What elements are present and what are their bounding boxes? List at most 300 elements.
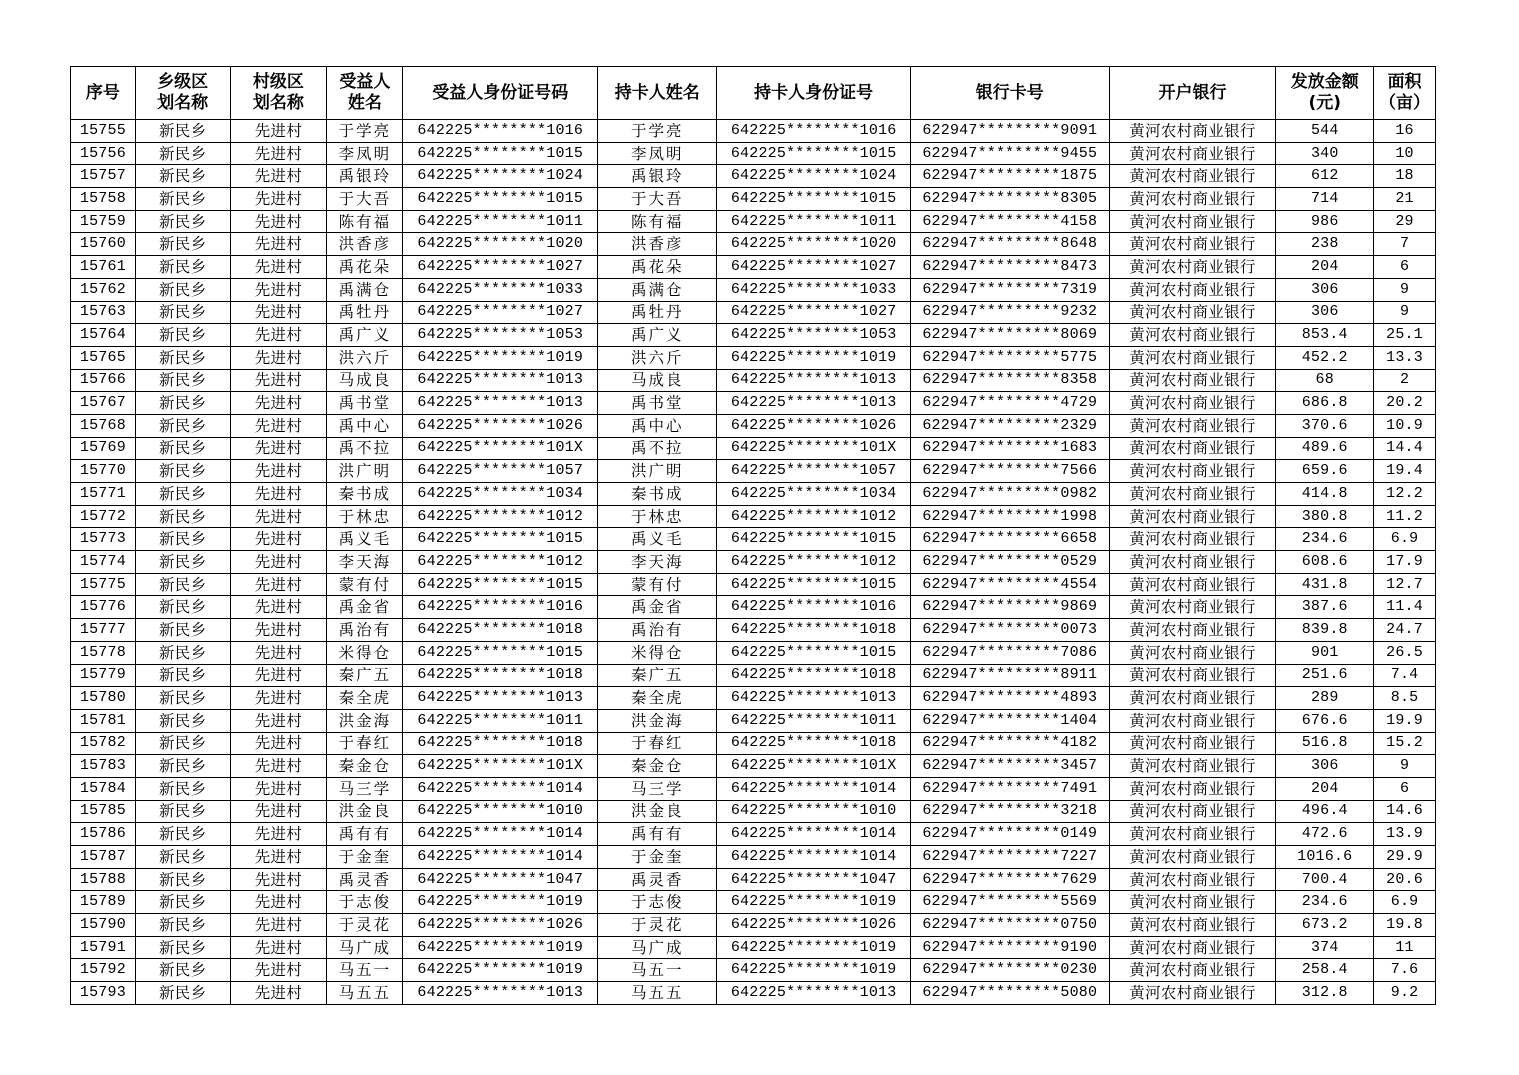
bank-cell: 黄河农村商业银行 (1109, 959, 1276, 982)
township-cell: 新民乡 (135, 664, 230, 687)
beneficiary-name-cell: 于灵花 (327, 914, 403, 937)
beneficiary-name-cell: 禹广义 (327, 324, 403, 347)
amount-cell: 673.2 (1276, 914, 1374, 937)
cardholder-name-cell: 禹治有 (598, 619, 717, 642)
cardholder-id-cell: 642225********1015 (717, 142, 911, 165)
beneficiary-id-cell: 642225********1013 (403, 687, 598, 710)
table-row (71, 233, 1436, 256)
village-cell: 先进村 (230, 301, 327, 324)
cardholder-name-cell: 洪广明 (598, 460, 717, 483)
beneficiary-name-cell: 于大吾 (327, 188, 403, 211)
area-cell: 20.6 (1374, 868, 1436, 891)
bank-card-cell: 622947*********9869 (910, 596, 1109, 619)
serial-cell: 15779 (71, 664, 136, 687)
table-row (71, 460, 1436, 483)
township-cell: 新民乡 (135, 755, 230, 778)
table-row (71, 959, 1436, 982)
serial-cell: 15764 (71, 324, 136, 347)
bank-cell: 黄河农村商业银行 (1109, 233, 1276, 256)
village-cell: 先进村 (230, 324, 327, 347)
bank-cell: 黄河农村商业银行 (1109, 392, 1276, 415)
serial-cell: 15758 (71, 188, 136, 211)
beneficiary-id-cell: 642225********1057 (403, 460, 598, 483)
serial-cell: 15763 (71, 301, 136, 324)
serial-cell: 15769 (71, 437, 136, 460)
serial-cell: 15776 (71, 596, 136, 619)
area-cell: 10 (1374, 142, 1436, 165)
village-cell: 先进村 (230, 551, 327, 574)
serial-cell: 15766 (71, 369, 136, 392)
serial-cell: 15778 (71, 641, 136, 664)
bank-card-cell: 622947*********1998 (910, 505, 1109, 528)
table-row (71, 777, 1436, 800)
beneficiary-name-cell: 禹满仓 (327, 278, 403, 301)
township-cell: 新民乡 (135, 551, 230, 574)
cardholder-id-cell: 642225********1033 (717, 278, 911, 301)
beneficiary-name-cell: 洪广明 (327, 460, 403, 483)
cardholder-name-cell: 于大吾 (598, 188, 717, 211)
beneficiary-name-cell: 于金奎 (327, 846, 403, 869)
cardholder-id-cell: 642225********1024 (717, 165, 911, 188)
village-cell: 先进村 (230, 256, 327, 279)
col-header-serial: 序号 (71, 67, 136, 120)
village-cell: 先进村 (230, 369, 327, 392)
col-header-bank-card: 银行卡号 (910, 67, 1109, 120)
serial-cell: 15755 (71, 120, 136, 143)
area-cell: 19.8 (1374, 914, 1436, 937)
area-cell: 14.4 (1374, 437, 1436, 460)
table-row (71, 687, 1436, 710)
bank-card-cell: 622947*********9190 (910, 936, 1109, 959)
bank-cell: 黄河农村商业银行 (1109, 732, 1276, 755)
bank-card-cell: 622947*********1404 (910, 709, 1109, 732)
bank-cell: 黄河农村商业银行 (1109, 483, 1276, 506)
serial-cell: 15781 (71, 709, 136, 732)
cardholder-id-cell: 642225********1016 (717, 596, 911, 619)
cardholder-id-cell: 642225********1013 (717, 687, 911, 710)
beneficiary-id-cell: 642225********1011 (403, 709, 598, 732)
bank-card-cell: 622947*********4182 (910, 732, 1109, 755)
bank-cell: 黄河农村商业银行 (1109, 210, 1276, 233)
serial-cell: 15775 (71, 573, 136, 596)
bank-card-cell: 622947*********1875 (910, 165, 1109, 188)
area-cell: 15.2 (1374, 732, 1436, 755)
bank-cell: 黄河农村商业银行 (1109, 777, 1276, 800)
bank-card-cell: 622947*********0982 (910, 483, 1109, 506)
area-cell: 13.3 (1374, 346, 1436, 369)
area-cell: 6.9 (1374, 528, 1436, 551)
bank-cell: 黄河农村商业银行 (1109, 709, 1276, 732)
amount-cell: 414.8 (1276, 483, 1374, 506)
bank-card-cell: 622947*********7319 (910, 278, 1109, 301)
bank-card-cell: 622947*********8911 (910, 664, 1109, 687)
cardholder-name-cell: 马广成 (598, 936, 717, 959)
amount-cell: 714 (1276, 188, 1374, 211)
area-cell: 9.2 (1374, 982, 1436, 1005)
amount-cell: 204 (1276, 256, 1374, 279)
bank-cell: 黄河农村商业银行 (1109, 664, 1276, 687)
village-cell: 先进村 (230, 687, 327, 710)
township-cell: 新民乡 (135, 709, 230, 732)
township-cell: 新民乡 (135, 278, 230, 301)
beneficiary-id-cell: 642225********1015 (403, 188, 598, 211)
cardholder-name-cell: 马成良 (598, 369, 717, 392)
table-row (71, 868, 1436, 891)
area-cell: 19.4 (1374, 460, 1436, 483)
cardholder-name-cell: 秦广五 (598, 664, 717, 687)
bank-cell: 黄河农村商业银行 (1109, 641, 1276, 664)
beneficiary-id-cell: 642225********1053 (403, 324, 598, 347)
beneficiary-name-cell: 于志俊 (327, 891, 403, 914)
bank-card-cell: 622947*********0149 (910, 823, 1109, 846)
beneficiary-id-cell: 642225********1013 (403, 982, 598, 1005)
bank-cell: 黄河农村商业银行 (1109, 369, 1276, 392)
beneficiary-id-cell: 642225********1016 (403, 596, 598, 619)
serial-cell: 15770 (71, 460, 136, 483)
village-cell: 先进村 (230, 755, 327, 778)
township-cell: 新民乡 (135, 732, 230, 755)
area-cell: 26.5 (1374, 641, 1436, 664)
area-cell: 29 (1374, 210, 1436, 233)
table-row (71, 120, 1436, 143)
cardholder-name-cell: 于林忠 (598, 505, 717, 528)
township-cell: 新民乡 (135, 324, 230, 347)
bank-card-cell: 622947*********2329 (910, 414, 1109, 437)
beneficiary-id-cell: 642225********1013 (403, 369, 598, 392)
amount-cell: 234.6 (1276, 528, 1374, 551)
col-header-area: 面积 （亩） (1374, 67, 1436, 120)
amount-cell: 516.8 (1276, 732, 1374, 755)
beneficiary-id-cell: 642225********1026 (403, 914, 598, 937)
township-cell: 新民乡 (135, 188, 230, 211)
township-cell: 新民乡 (135, 210, 230, 233)
bank-card-cell: 622947*********7491 (910, 777, 1109, 800)
bank-cell: 黄河农村商业银行 (1109, 301, 1276, 324)
serial-cell: 15773 (71, 528, 136, 551)
serial-cell: 15771 (71, 483, 136, 506)
bank-cell: 黄河农村商业银行 (1109, 846, 1276, 869)
cardholder-id-cell: 642225********101X (717, 755, 911, 778)
cardholder-id-cell: 642225********1016 (717, 120, 911, 143)
table-row (71, 278, 1436, 301)
table-row (71, 551, 1436, 574)
village-cell: 先进村 (230, 641, 327, 664)
cardholder-id-cell: 642225********1047 (717, 868, 911, 891)
amount-cell: 839.8 (1276, 619, 1374, 642)
bank-card-cell: 622947*********0073 (910, 619, 1109, 642)
serial-cell: 15787 (71, 846, 136, 869)
bank-card-cell: 622947*********8358 (910, 369, 1109, 392)
bank-cell: 黄河农村商业银行 (1109, 982, 1276, 1005)
area-cell: 14.6 (1374, 800, 1436, 823)
beneficiary-name-cell: 秦金仓 (327, 755, 403, 778)
amount-cell: 608.6 (1276, 551, 1374, 574)
township-cell: 新民乡 (135, 641, 230, 664)
area-cell: 9 (1374, 301, 1436, 324)
bank-card-cell: 622947*********8473 (910, 256, 1109, 279)
amount-cell: 901 (1276, 641, 1374, 664)
cardholder-name-cell: 于金奎 (598, 846, 717, 869)
bank-card-cell: 622947*********9091 (910, 120, 1109, 143)
area-cell: 6.9 (1374, 891, 1436, 914)
table-row (71, 641, 1436, 664)
table-row (71, 505, 1436, 528)
beneficiary-name-cell: 洪六斤 (327, 346, 403, 369)
bank-cell: 黄河农村商业银行 (1109, 414, 1276, 437)
village-cell: 先进村 (230, 982, 327, 1005)
area-cell: 2 (1374, 369, 1436, 392)
area-cell: 8.5 (1374, 687, 1436, 710)
village-cell: 先进村 (230, 664, 327, 687)
cardholder-name-cell: 禹满仓 (598, 278, 717, 301)
area-cell: 11.4 (1374, 596, 1436, 619)
beneficiary-name-cell: 禹花朵 (327, 256, 403, 279)
table-row (71, 324, 1436, 347)
serial-cell: 15793 (71, 982, 136, 1005)
table-header (71, 67, 1436, 120)
beneficiary-id-cell: 642225********1013 (403, 392, 598, 415)
village-cell: 先进村 (230, 437, 327, 460)
cardholder-name-cell: 禹金省 (598, 596, 717, 619)
bank-cell: 黄河农村商业银行 (1109, 596, 1276, 619)
serial-cell: 15774 (71, 551, 136, 574)
township-cell: 新民乡 (135, 846, 230, 869)
cardholder-name-cell: 陈有福 (598, 210, 717, 233)
subsidy-table (70, 66, 1436, 1005)
bank-card-cell: 622947*********6658 (910, 528, 1109, 551)
bank-card-cell: 622947*********0529 (910, 551, 1109, 574)
cardholder-name-cell: 洪金海 (598, 709, 717, 732)
bank-card-cell: 622947*********7629 (910, 868, 1109, 891)
township-cell: 新民乡 (135, 891, 230, 914)
bank-cell: 黄河农村商业银行 (1109, 120, 1276, 143)
beneficiary-id-cell: 642225********1018 (403, 664, 598, 687)
amount-cell: 374 (1276, 936, 1374, 959)
serial-cell: 15782 (71, 732, 136, 755)
village-cell: 先进村 (230, 278, 327, 301)
cardholder-name-cell: 马五一 (598, 959, 717, 982)
amount-cell: 544 (1276, 120, 1374, 143)
beneficiary-name-cell: 马广成 (327, 936, 403, 959)
table-row (71, 891, 1436, 914)
cardholder-id-cell: 642225********1053 (717, 324, 911, 347)
beneficiary-id-cell: 642225********1019 (403, 936, 598, 959)
cardholder-name-cell: 秦金仓 (598, 755, 717, 778)
bank-cell: 黄河农村商业银行 (1109, 823, 1276, 846)
beneficiary-name-cell: 禹中心 (327, 414, 403, 437)
bank-card-cell: 622947*********7566 (910, 460, 1109, 483)
beneficiary-name-cell: 于学亮 (327, 120, 403, 143)
village-cell: 先进村 (230, 846, 327, 869)
cardholder-name-cell: 马三学 (598, 777, 717, 800)
beneficiary-id-cell: 642225********1016 (403, 120, 598, 143)
cardholder-id-cell: 642225********1015 (717, 528, 911, 551)
serial-cell: 15792 (71, 959, 136, 982)
table-row (71, 619, 1436, 642)
amount-cell: 853.4 (1276, 324, 1374, 347)
beneficiary-id-cell: 642225********1019 (403, 891, 598, 914)
table-row (71, 346, 1436, 369)
cardholder-name-cell: 禹有有 (598, 823, 717, 846)
township-cell: 新民乡 (135, 301, 230, 324)
beneficiary-name-cell: 禹金省 (327, 596, 403, 619)
beneficiary-id-cell: 642225********1015 (403, 573, 598, 596)
amount-cell: 340 (1276, 142, 1374, 165)
beneficiary-id-cell: 642225********1014 (403, 777, 598, 800)
bank-card-cell: 622947*********8305 (910, 188, 1109, 211)
village-cell: 先进村 (230, 505, 327, 528)
col-header-bank: 开户银行 (1109, 67, 1276, 120)
table-row (71, 732, 1436, 755)
amount-cell: 676.6 (1276, 709, 1374, 732)
cardholder-id-cell: 642225********1027 (717, 301, 911, 324)
table-row (71, 573, 1436, 596)
township-cell: 新民乡 (135, 165, 230, 188)
amount-cell: 68 (1276, 369, 1374, 392)
township-cell: 新民乡 (135, 346, 230, 369)
beneficiary-id-cell: 642225********1011 (403, 210, 598, 233)
table-row (71, 301, 1436, 324)
amount-cell: 204 (1276, 777, 1374, 800)
serial-cell: 15772 (71, 505, 136, 528)
township-cell: 新民乡 (135, 936, 230, 959)
beneficiary-name-cell: 禹灵香 (327, 868, 403, 891)
table-row (71, 982, 1436, 1005)
township-cell: 新民乡 (135, 437, 230, 460)
bank-cell: 黄河农村商业银行 (1109, 256, 1276, 279)
township-cell: 新民乡 (135, 800, 230, 823)
amount-cell: 289 (1276, 687, 1374, 710)
township-cell: 新民乡 (135, 868, 230, 891)
bank-cell: 黄河农村商业银行 (1109, 914, 1276, 937)
area-cell: 25.1 (1374, 324, 1436, 347)
bank-cell: 黄河农村商业银行 (1109, 278, 1276, 301)
bank-cell: 黄河农村商业银行 (1109, 142, 1276, 165)
beneficiary-id-cell: 642225********1019 (403, 959, 598, 982)
beneficiary-name-cell: 于春红 (327, 732, 403, 755)
table-row (71, 142, 1436, 165)
beneficiary-name-cell: 于林忠 (327, 505, 403, 528)
cardholder-name-cell: 米得仓 (598, 641, 717, 664)
cardholder-id-cell: 642225********1011 (717, 210, 911, 233)
beneficiary-id-cell: 642225********1027 (403, 301, 598, 324)
township-cell: 新民乡 (135, 392, 230, 415)
amount-cell: 251.6 (1276, 664, 1374, 687)
cardholder-id-cell: 642225********1026 (717, 914, 911, 937)
area-cell: 9 (1374, 755, 1436, 778)
beneficiary-id-cell: 642225********1047 (403, 868, 598, 891)
table-row (71, 914, 1436, 937)
area-cell: 11 (1374, 936, 1436, 959)
beneficiary-name-cell: 洪金海 (327, 709, 403, 732)
area-cell: 13.9 (1374, 823, 1436, 846)
cardholder-id-cell: 642225********1019 (717, 936, 911, 959)
bank-card-cell: 622947*********8648 (910, 233, 1109, 256)
village-cell: 先进村 (230, 142, 327, 165)
bank-cell: 黄河农村商业银行 (1109, 460, 1276, 483)
amount-cell: 452.2 (1276, 346, 1374, 369)
beneficiary-id-cell: 642225********1015 (403, 142, 598, 165)
cardholder-name-cell: 禹中心 (598, 414, 717, 437)
beneficiary-id-cell: 642225********101X (403, 755, 598, 778)
cardholder-id-cell: 642225********1019 (717, 346, 911, 369)
cardholder-id-cell: 642225********1018 (717, 732, 911, 755)
bank-card-cell: 622947*********4158 (910, 210, 1109, 233)
bank-cell: 黄河农村商业银行 (1109, 868, 1276, 891)
bank-cell: 黄河农村商业银行 (1109, 551, 1276, 574)
bank-card-cell: 622947*********4893 (910, 687, 1109, 710)
table-row (71, 392, 1436, 415)
cardholder-id-cell: 642225********1014 (717, 846, 911, 869)
cardholder-name-cell: 洪六斤 (598, 346, 717, 369)
township-cell: 新民乡 (135, 120, 230, 143)
amount-cell: 258.4 (1276, 959, 1374, 982)
township-cell: 新民乡 (135, 982, 230, 1005)
table-row (71, 483, 1436, 506)
cardholder-id-cell: 642225********1018 (717, 664, 911, 687)
beneficiary-id-cell: 642225********1012 (403, 551, 598, 574)
table-row (71, 414, 1436, 437)
area-cell: 21 (1374, 188, 1436, 211)
village-cell: 先进村 (230, 120, 327, 143)
cardholder-name-cell: 洪金良 (598, 800, 717, 823)
cardholder-id-cell: 642225********1019 (717, 959, 911, 982)
bank-cell: 黄河农村商业银行 (1109, 800, 1276, 823)
beneficiary-id-cell: 642225********1034 (403, 483, 598, 506)
bank-card-cell: 622947*********5569 (910, 891, 1109, 914)
village-cell: 先进村 (230, 823, 327, 846)
bank-card-cell: 622947*********0230 (910, 959, 1109, 982)
village-cell: 先进村 (230, 392, 327, 415)
table-row (71, 369, 1436, 392)
cardholder-name-cell: 禹义毛 (598, 528, 717, 551)
cardholder-name-cell: 李凤明 (598, 142, 717, 165)
village-cell: 先进村 (230, 233, 327, 256)
township-cell: 新民乡 (135, 823, 230, 846)
cardholder-id-cell: 642225********1010 (717, 800, 911, 823)
amount-cell: 1016.6 (1276, 846, 1374, 869)
serial-cell: 15761 (71, 256, 136, 279)
table-row (71, 256, 1436, 279)
bank-cell: 黄河农村商业银行 (1109, 165, 1276, 188)
beneficiary-name-cell: 秦全虎 (327, 687, 403, 710)
cardholder-id-cell: 642225********1012 (717, 505, 911, 528)
cardholder-id-cell: 642225********1019 (717, 891, 911, 914)
table-row (71, 210, 1436, 233)
beneficiary-name-cell: 禹不拉 (327, 437, 403, 460)
bank-card-cell: 622947*********9455 (910, 142, 1109, 165)
beneficiary-name-cell: 禹有有 (327, 823, 403, 846)
amount-cell: 686.8 (1276, 392, 1374, 415)
amount-cell: 312.8 (1276, 982, 1374, 1005)
village-cell: 先进村 (230, 210, 327, 233)
table-row (71, 664, 1436, 687)
table-row (71, 936, 1436, 959)
amount-cell: 489.6 (1276, 437, 1374, 460)
village-cell: 先进村 (230, 188, 327, 211)
village-cell: 先进村 (230, 709, 327, 732)
serial-cell: 15767 (71, 392, 136, 415)
area-cell: 6 (1374, 777, 1436, 800)
township-cell: 新民乡 (135, 369, 230, 392)
serial-cell: 15759 (71, 210, 136, 233)
col-header-beneficiary-name: 受益人 姓名 (327, 67, 403, 120)
area-cell: 20.2 (1374, 392, 1436, 415)
serial-cell: 15777 (71, 619, 136, 642)
bank-cell: 黄河农村商业银行 (1109, 573, 1276, 596)
village-cell: 先进村 (230, 346, 327, 369)
serial-cell: 15791 (71, 936, 136, 959)
